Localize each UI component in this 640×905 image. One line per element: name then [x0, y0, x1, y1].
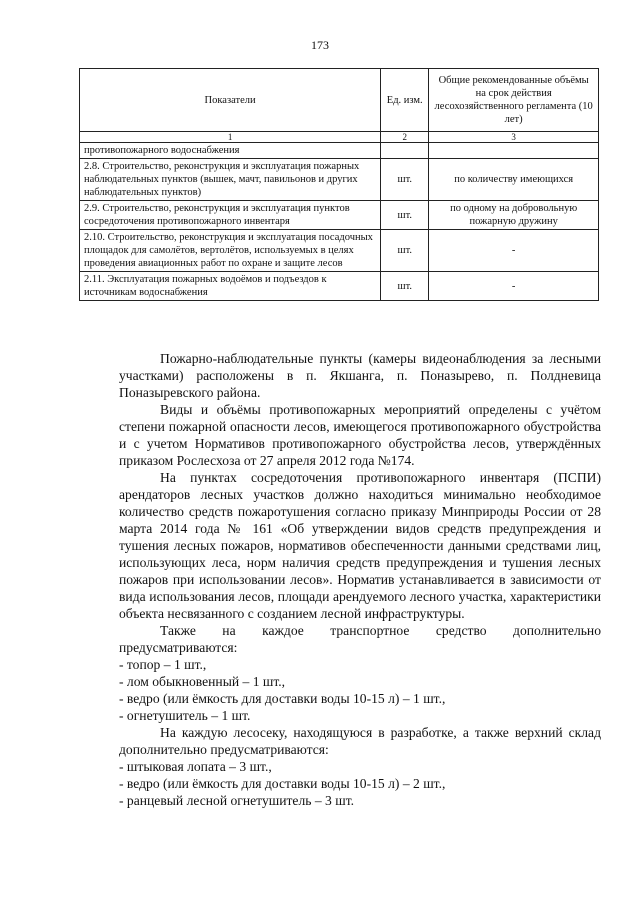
row-value: - — [429, 230, 599, 272]
header-indicators: Показатели — [80, 69, 381, 132]
table-row — [80, 159, 599, 201]
row-value: по количеству имеющихся — [429, 159, 599, 201]
column-number: 2 — [381, 132, 429, 143]
row-indicator: 2.11. Эксплуатация пожарных водоёмов и подъездов к источникам водоснабжения — [80, 272, 381, 301]
column-number: 1 — [80, 132, 381, 143]
paragraph-pspi: На пунктах сосредоточения противопожарного инвентаря (ПСПИ) арендаторов лесных участков должно находиться минимально необходимое количество средств пожаротушения согласно приказу Минприроды России от 28 марта 2014 года № 161 «Об утверждении видов средств предупреждения и тушения лесных пожаров, нормативов обеспеченности данными средствами лиц, использующих леса, норм наличия средств предупреждения и тушения лесных пожаров при использовании лесов». Норматив устанавливается в зависимости от вида использования лесов, площади арендуемого лесного участка, характеристики объекта несвязанного с созданием лесной инфраструктуры. — [119, 470, 601, 621]
row-unit — [381, 143, 429, 159]
paragraph-vehicles: Также на каждое транспортное средство дополнительно предусматриваются: — [119, 623, 601, 655]
table-row — [80, 201, 599, 230]
header-volumes: Общие рекомендованные объёмы на срок действия лесохозяйственного регламента (10 лет) — [429, 69, 599, 132]
row-indicator: 2.10. Строительство, реконструкция и эксплуатация посадочных площадок для самолётов, вертолётов, используемых в целях проведения авиационных работ по охране и защите лесов — [80, 230, 381, 272]
table-row — [80, 272, 599, 301]
header-unit: Ед. изм. — [381, 69, 429, 132]
norms-table — [79, 68, 599, 301]
body-text — [119, 350, 601, 809]
row-unit: шт. — [381, 230, 429, 272]
list-item: - ведро (или ёмкость для доставки воды 10-15 л) – 2 шт., — [119, 776, 446, 791]
row-indicator: 2.8. Строительство, реконструкция и эксплуатация пожарных наблюдательных пунктов (вышек, мачт, павильонов и других наблюдательных пунктов) — [80, 159, 381, 201]
list-item: - ранцевый лесной огнетушитель – 3 шт. — [119, 793, 355, 808]
row-value: - — [429, 272, 599, 301]
paragraph-measures: Виды и объёмы противопожарных мероприятий определены с учётом степени пожарной опасности лесов, имеющегося противопожарного обустройства и с учетом Нормативов противопожарного обустройства лесов, утверждённых приказом Рослесхоза от 27 апреля 2012 года №174. — [119, 402, 601, 468]
row-unit: шт. — [381, 272, 429, 301]
paragraph-cutting-area: На каждую лесосеку, находящуюся в разработке, а также верхний склад дополнительно предусматриваются: — [119, 725, 601, 757]
table-header-row — [80, 69, 599, 132]
table-row — [80, 230, 599, 272]
list-item: - топор – 1 шт., — [119, 657, 207, 672]
table-row — [80, 143, 599, 159]
column-number-row — [80, 132, 599, 143]
row-indicator: противопожарного водоснабжения — [80, 143, 381, 159]
list-item: - лом обыкновенный – 1 шт., — [119, 674, 286, 689]
page-number: 173 — [311, 38, 329, 52]
row-indicator: 2.9. Строительство, реконструкция и эксплуатация пунктов сосредоточения противопожарного инвентаря — [80, 201, 381, 230]
row-unit: шт. — [381, 159, 429, 201]
list-item: - штыковая лопата – 3 шт., — [119, 759, 272, 774]
row-value: по одному на добровольную пожарную дружину — [429, 201, 599, 230]
paragraph-observation-points: Пожарно-наблюдательные пункты (камеры видеонаблюдения за лесными участками) расположены в п. Якшанга, п. Поназырево, п. Полдневица Поназыревского района. — [119, 351, 601, 400]
list-item: - ведро (или ёмкость для доставки воды 10-15 л) – 1 шт., — [119, 691, 446, 706]
row-value — [429, 143, 599, 159]
column-number: 3 — [429, 132, 599, 143]
row-unit: шт. — [381, 201, 429, 230]
list-item: - огнетушитель – 1 шт. — [119, 708, 251, 723]
